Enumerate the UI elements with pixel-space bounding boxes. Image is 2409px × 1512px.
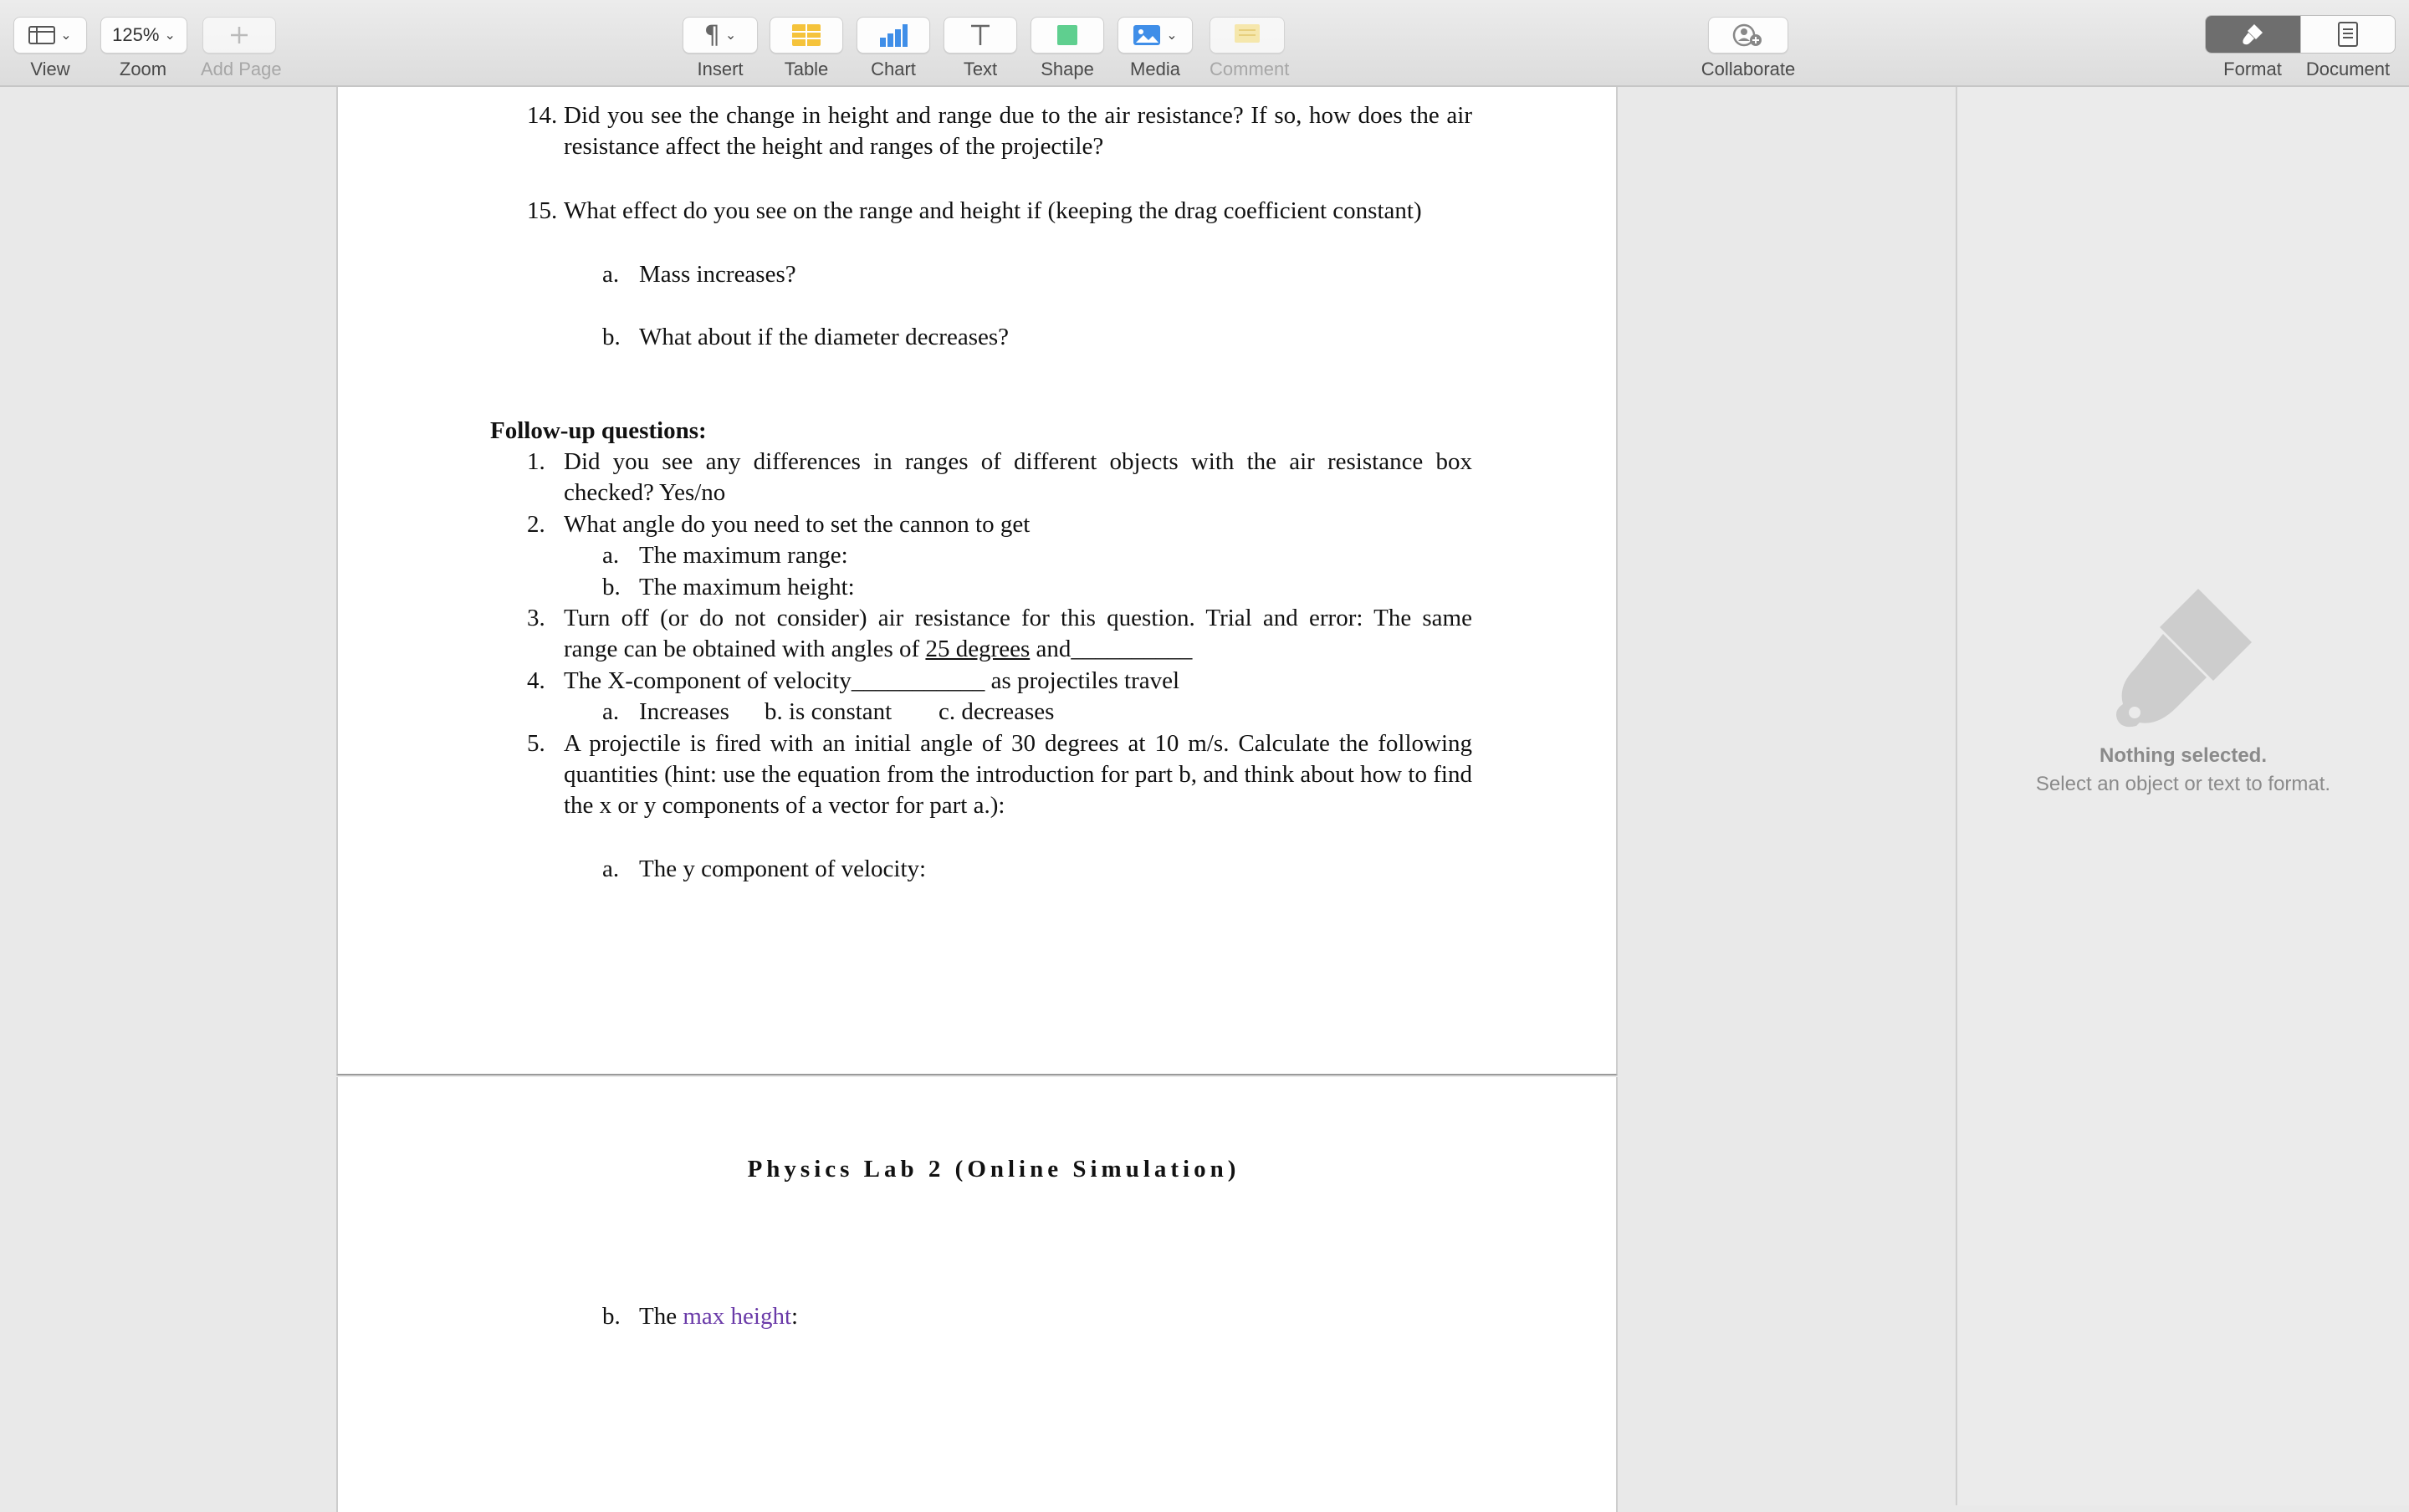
chart-label: Chart [871, 59, 916, 79]
question-14-text[interactable]: Did you see the change in height and range due to the air resistance? If so, how does the air resistance affect the height and ranges of the projectile? [564, 102, 1472, 160]
max-height-link[interactable]: max height [683, 1303, 792, 1330]
list-number: 15. [527, 197, 558, 224]
table-label: Table [784, 59, 829, 79]
shape-button[interactable] [1031, 17, 1104, 54]
document-icon [2336, 21, 2360, 48]
insert-control[interactable] [683, 0, 758, 87]
followup-5b-text[interactable] [639, 1301, 798, 1332]
format-button[interactable] [2206, 16, 2300, 53]
view-label: View [30, 59, 70, 79]
document-page[interactable] [336, 87, 1618, 1075]
shape-label: Shape [1041, 59, 1094, 79]
followup-2-text[interactable]: What angle do you need to set the cannon to get [564, 511, 1031, 538]
table-button[interactable] [770, 17, 843, 54]
list-letter: a. [602, 856, 620, 882]
question-15a-text[interactable]: Mass increases? [639, 261, 796, 288]
list-letter: a. [602, 698, 620, 725]
followup-4-option-a[interactable]: Increases [639, 698, 729, 725]
followup-3-line1[interactable]: Turn off (or do not consider) air resistance for this question. Trial and error: The same [564, 605, 1472, 631]
table-control[interactable] [770, 0, 843, 87]
chevron-down-icon: ⌄ [164, 28, 176, 43]
document-button[interactable] [2300, 16, 2396, 53]
followup-5b-pre: The [639, 1303, 683, 1330]
list-number: 3. [527, 605, 545, 631]
comment-label: Comment [1210, 59, 1290, 79]
page-header[interactable]: Physics Lab 2 (Online Simulation) [747, 1156, 1240, 1183]
chart-button[interactable] [857, 17, 930, 54]
format-label: Format [2223, 59, 2282, 79]
insert-label: Insert [697, 59, 744, 79]
text-icon [968, 23, 993, 48]
list-number: 4. [527, 667, 545, 694]
comment-control[interactable] [1210, 0, 1290, 87]
add-page-control[interactable] [201, 0, 282, 87]
media-control[interactable] [1118, 0, 1193, 87]
document-canvas[interactable] [0, 87, 1956, 1505]
chevron-down-icon: ⌄ [60, 28, 72, 43]
paragraph-icon: ¶ [703, 20, 720, 50]
view-control[interactable] [12, 0, 89, 87]
list-letter: b. [602, 324, 621, 350]
question-15b-text[interactable]: What about if the diameter decreases? [639, 324, 1010, 350]
zoom-dropdown[interactable] [100, 17, 187, 54]
zoom-label: Zoom [119, 59, 167, 79]
followup-5-text[interactable]: A projectile is fired with an initial angle of 30 degrees at 10 m/s. Calculate the following quantities (hint: use the equation from the introduction for part b, and think about how to find the x or y components of a vector for part a.): [564, 730, 1472, 819]
chart-icon [878, 23, 908, 48]
list-letter: b. [602, 1303, 621, 1330]
collaborate-button[interactable] [1708, 17, 1788, 54]
photo-icon [1133, 24, 1161, 46]
followup-3-answer: 25 degrees [925, 636, 1031, 662]
comment-note-icon [1234, 23, 1261, 47]
chevron-down-icon: ⌄ [1166, 28, 1178, 43]
add-page-button[interactable] [202, 17, 276, 54]
followup-4-option-b[interactable]: b. is constant [765, 698, 893, 725]
shape-icon [1056, 23, 1079, 47]
comment-button[interactable] [1210, 17, 1285, 54]
text-button[interactable] [944, 17, 1017, 54]
text-control[interactable] [944, 0, 1017, 87]
add-page-label: Add Page [201, 59, 282, 79]
paintbrush-icon [2111, 582, 2258, 729]
document-label: Document [2305, 59, 2391, 79]
chevron-down-icon: ⌄ [724, 28, 737, 43]
collaborate-icon [1731, 23, 1765, 48]
format-inspector [1956, 87, 2409, 1505]
question-15-text[interactable]: What effect do you see on the range and height if (keeping the drag coefficient constant) [564, 197, 1422, 224]
media-label: Media [1130, 59, 1180, 79]
list-letter: a. [602, 261, 620, 288]
followup-2a-text[interactable]: The maximum range: [639, 542, 848, 569]
toolbar [0, 0, 2409, 87]
list-letter: b. [602, 574, 621, 600]
followup-3-line2[interactable] [564, 634, 1192, 665]
list-number: 2. [527, 511, 545, 538]
table-icon [791, 23, 821, 47]
followup-4-text[interactable]: The X-component of velocity___________ as projectiles travel [564, 667, 1180, 694]
followup-5a-text[interactable]: The y component of velocity: [639, 856, 927, 882]
paintbrush-icon [2239, 21, 2266, 48]
zoom-control[interactable] [99, 0, 187, 87]
sidebar-layout-icon [28, 25, 55, 45]
media-button[interactable] [1118, 17, 1193, 54]
document-page[interactable] [336, 1077, 1618, 1512]
followup-2b-text[interactable]: The maximum height: [639, 574, 855, 600]
zoom-value: 125% [112, 24, 160, 45]
list-number: 14. [527, 102, 558, 129]
nothing-selected-title: Nothing selected. [2099, 744, 2268, 767]
followup-3-line2-post: and__________ [1030, 636, 1193, 662]
list-number: 5. [527, 730, 545, 757]
plus-icon [228, 24, 250, 46]
followup-1-text[interactable]: Did you see any differences in ranges of different objects with the air resistance box checked? Yes/no [564, 448, 1472, 506]
inspector-segmented-control [2205, 15, 2396, 54]
followup-heading[interactable]: Follow-up questions: [490, 417, 707, 444]
nothing-selected-subtitle: Select an object or text to format. [2035, 773, 2331, 795]
followup-3-line2-pre: range can be obtained with angles of [564, 636, 926, 662]
followup-5b-post: : [791, 1303, 799, 1330]
list-number: 1. [527, 448, 545, 475]
insert-button[interactable] [683, 17, 758, 54]
text-label: Text [963, 59, 998, 79]
view-button[interactable] [13, 17, 87, 54]
chart-control[interactable] [857, 0, 930, 87]
list-letter: a. [602, 542, 620, 569]
collaborate-label: Collaborate [1701, 59, 1796, 79]
shape-control[interactable] [1031, 0, 1104, 87]
collaborate-control[interactable] [1681, 0, 1815, 87]
followup-4-option-c[interactable]: c. decreases [939, 698, 1055, 725]
